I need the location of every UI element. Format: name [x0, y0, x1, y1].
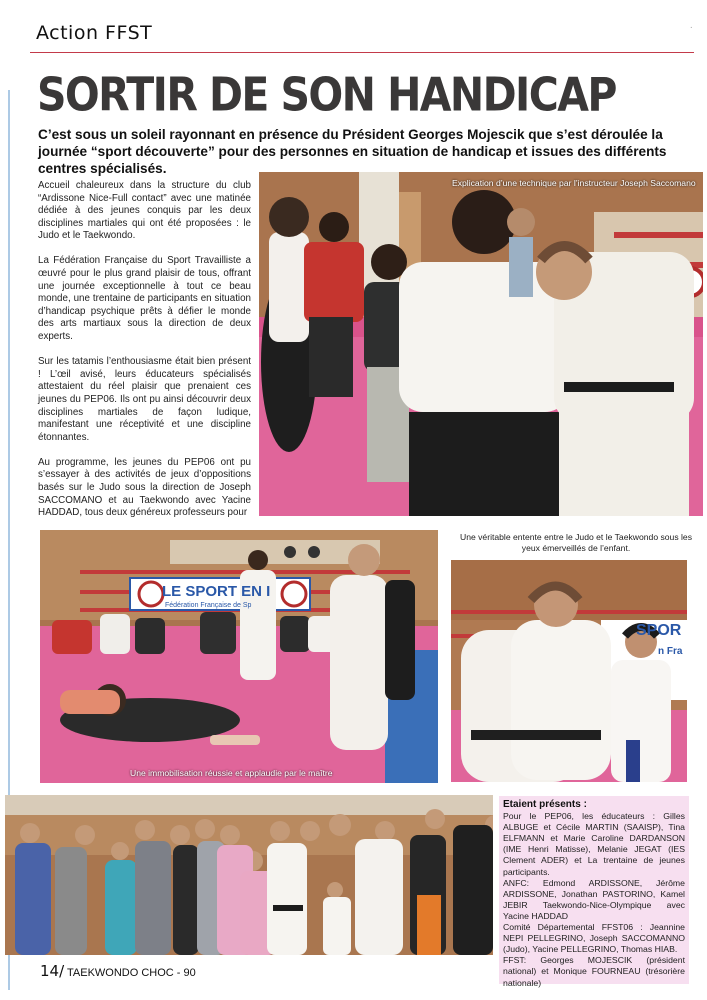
body-paragraph: Sur les tatamis l’enthousiasme était bien présent ! L’œil avisé, leurs éducateurs spécialisés attestaient du réel plaisir que prenaient ces jeunes du PEP06. Ils ont pu ainsi découvrir deux disciplines martiales de façon ludique, manifestant une réceptivité et une discipline étonnantes.: [38, 356, 251, 443]
page-number: 14/: [40, 962, 65, 980]
photo-caption-judo: Explication d’une technique par l’instructeur Joseph Saccomano: [452, 178, 696, 188]
body-paragraph: La Fédération Française du Sport Travailliste a œuvré pour le plus grand plaisir de tous, offrant une journée exceptionnelle à tout ce beau monde, une trentaine de participants en situation d’handicap psychique prêts à défier le monde des arts martiaux sous la direction de deux experts.: [38, 255, 251, 343]
gym-banner-subtext: Fédération Française de Sp: [165, 602, 252, 609]
hug-banner-subtext: n Fra: [658, 646, 683, 657]
article-body: [38, 180, 251, 532]
photo-judo-explanation: [259, 172, 703, 516]
photo-group: [5, 795, 493, 955]
gym-banner-text: LE SPORT EN I: [162, 583, 271, 600]
attendees-line: ANFC: Edmond ARDISSONE, Jérôme ARDISSONE, Jonathan PASTORINO, Kamel JEBIR Taekwondo-Nice-Olympique avec Yacine HADDAD: [503, 877, 685, 921]
header-rule: [30, 52, 694, 53]
attendees-line: Comité Départemental FFST06 : Jeannine NEPI PELLEGRINO, Joseph SACCOMANNO (Judo), Yacine PELLEGRINO, Thomas HIAB.: [503, 922, 685, 955]
body-paragraph: Accueil chaleureux dans la structure du club “Ardissone Nice-Full contact” avec une matinée dédiée à des jeunes conquis par les deux disciplines martiales qui ont été proposées : le Judo et le Taekwondo.: [38, 180, 251, 242]
page-corner-mark: ·: [689, 22, 693, 33]
attendees-title: Etaient présents :: [503, 799, 587, 810]
body-paragraph: Au programme, les jeunes du PEP06 ont pu s’essayer à des activités de jeux d’oppositions basés sur le Judo sous la direction de Joseph SACCOMANO et au Taekwondo avec Yacine HADDAD, tous deux généreux professeurs pour: [38, 456, 251, 519]
photo-judo-taekwondo-hug: [451, 560, 687, 782]
photo-caption-hug: Une véritable entente entre le Judo et le Taekwondo sous les yeux émerveillés de l’enfant.: [459, 532, 693, 553]
magazine-name: TAEKWONDO CHOC - 90: [67, 967, 196, 979]
article-lead: C’est sous un soleil rayonnant en présence du Président Georges Mojescik que s’est déroulée la journée “sport découverte” pour des personnes en situation de handicap et issues des différents centres spécialisés.: [38, 127, 667, 176]
section-label: Action FFST: [36, 22, 153, 44]
article-title: SORTIR DE SON HANDICAP: [37, 68, 616, 122]
photo-gym-immobilization: [40, 530, 438, 783]
hug-banner-text: SPOR: [636, 622, 682, 639]
attendees-box: [499, 796, 689, 988]
attendees-line: Pour le PEP06, les éducateurs : Gilles ALBUGE et Cécile MARTIN (SAAISP), Tina ELFMANN et Marie Caroline DARDANSON (IME Henri Matisse), Melanie JEGAT (IES Clement ADER) et La trentaine de jeunes participants.: [503, 811, 685, 877]
page-footer: [40, 962, 196, 980]
attendees-line: FFST: Georges MOJESCIK (président national) et Monique FOURNEAU (trésorière nationale): [503, 955, 685, 988]
photo-caption-immobilization: Une immobilisation réussie et applaudie par le maître: [130, 768, 333, 778]
